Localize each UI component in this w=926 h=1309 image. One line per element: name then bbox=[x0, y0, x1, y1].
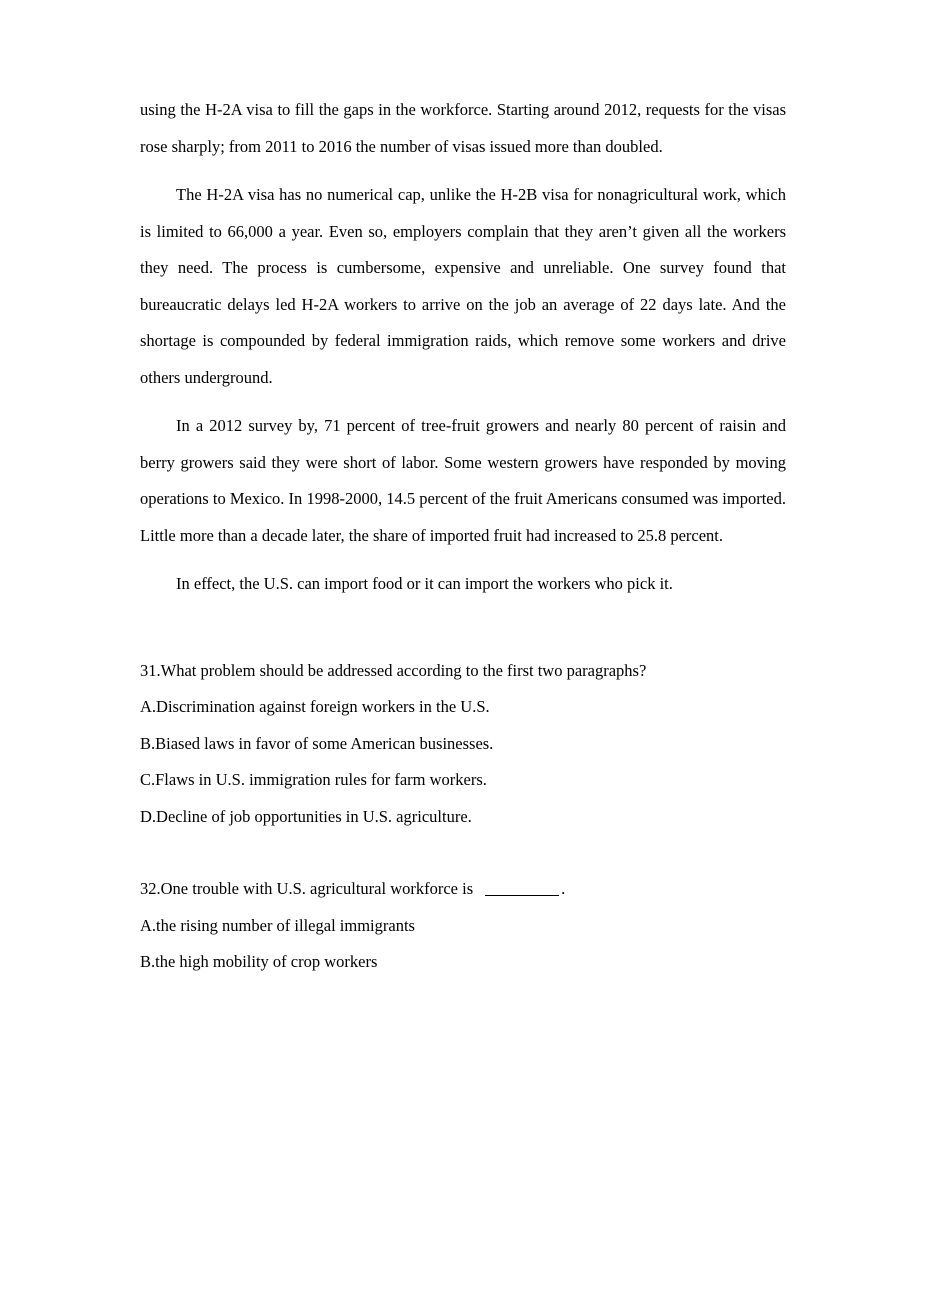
question-32-stem-suffix: . bbox=[561, 879, 566, 898]
paragraph-3: In a 2012 survey by, 71 percent of tree-fruit growers and nearly 80 percent of raisin and berry growers said they were short of labor. Some western growers have responded by moving operations to Mexico. In 1998-2000, 14.5 percent of the fruit Americans consumed was imported. Little more than a decade later, the share of imported fruit had increased to 25.8 percent. bbox=[140, 416, 786, 545]
answer-blank[interactable] bbox=[485, 883, 559, 896]
question-31-number: 31. bbox=[140, 660, 161, 680]
question-32-number: 32. bbox=[140, 879, 161, 898]
paragraph-spacer bbox=[140, 165, 786, 177]
question-31-choice-b[interactable]: B.Biased laws in favor of some American businesses. bbox=[140, 733, 494, 753]
paragraph-2: The H-2A visa has no numerical cap, unlike the H-2B visa for nonagricultural work, which is limited to 66,000 a year. Even so, employers complain that they aren’t given all the workers they need. The process is cumbersome, expensive and unreliable. One survey found that bureaucratic delays led H-2A workers to arrive on the job an average of 22 days late. And the shortage is compounded by federal immigration raids, which remove some workers and drive others underground. bbox=[140, 185, 786, 387]
section-spacer bbox=[140, 603, 786, 653]
question-block-32 bbox=[140, 871, 786, 981]
question-31-choice-a[interactable]: A.Discrimination against foreign workers in the U.S. bbox=[140, 697, 490, 716]
paragraph-1: using the H-2A visa to fill the gaps in the workforce. Starting around 2012, requests for the visas rose sharply; from 2011 to 2016 the number of visas issued more than doubled. bbox=[140, 100, 786, 156]
paragraph-spacer bbox=[140, 396, 786, 408]
question-32-choice-b[interactable]: B.the high mobility of crop workers bbox=[140, 952, 378, 971]
question-32-stem bbox=[140, 871, 786, 908]
paragraph-spacer bbox=[140, 554, 786, 566]
question-31-choice-c[interactable]: C.Flaws in U.S. immigration rules for farm workers. bbox=[140, 770, 487, 789]
question-31-choice-d[interactable]: D.Decline of job opportunities in U.S. agriculture. bbox=[140, 806, 472, 826]
question-block-31 bbox=[140, 653, 786, 836]
question-32-choice-a[interactable]: A.the rising number of illegal immigrants bbox=[140, 915, 415, 935]
question-31-stem bbox=[140, 653, 786, 690]
question-32-text: One trouble with U.S. agricultural workforce is bbox=[160, 879, 474, 898]
paragraph-4: In effect, the U.S. can import food or it can import the workers who pick it. bbox=[176, 574, 673, 593]
question-31-text: What problem should be addressed according to the first two paragraphs? bbox=[160, 660, 647, 680]
question-spacer bbox=[140, 835, 786, 871]
